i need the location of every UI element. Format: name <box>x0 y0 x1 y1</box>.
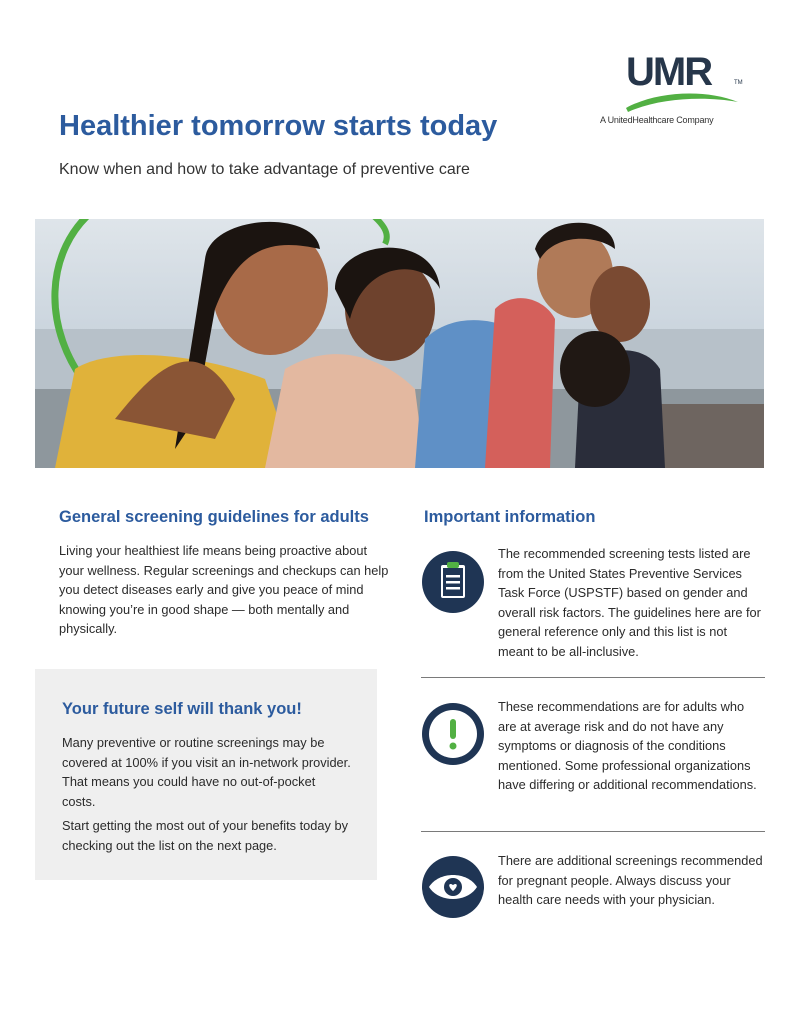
logo-trademark: TM <box>734 80 743 86</box>
screening-guidelines-body: Living your healthiest life means being proactive about your wellness. Regular screenings and checkups can help you detect diseases early and give you peace of mind knowing you’re in good shape — both mentally and physically. <box>59 543 389 637</box>
exclamation-icon <box>421 702 485 766</box>
info-text-1: The recommended screening tests listed are from the United States Preventive Services Task Force (USPSTF) based on gender and overall risk factors. The guidelines here are for general reference only and this list is not meant to be all-inclusive. <box>498 546 761 659</box>
pregnancy-icon <box>421 855 485 919</box>
future-self-callout <box>35 669 377 880</box>
info-text-3: There are additional screenings recommended for pregnant people. Always discuss your health care needs with your physician. <box>498 853 763 908</box>
logo-tagline: A UnitedHealthcare Company <box>600 115 714 125</box>
logo-wordmark: UMR <box>626 50 712 94</box>
hero-illustration <box>35 219 764 468</box>
page-title: Healthier tomorrow starts today <box>59 110 498 142</box>
important-info-heading: Important information <box>424 508 596 526</box>
logo-swoosh-icon <box>624 86 740 112</box>
callout-heading: Your future self will thank you! <box>62 700 302 718</box>
screening-guidelines-heading: General screening guidelines for adults <box>59 508 369 526</box>
hero-photo <box>35 219 764 468</box>
umr-logo <box>598 50 748 130</box>
page-subtitle: Know when and how to take advantage of preventive care <box>59 161 470 178</box>
clipboard-icon <box>421 550 485 614</box>
callout-paragraph-2: Start getting the most out of your benefits today by checking out the list on the next page. <box>62 818 348 853</box>
divider-1 <box>421 677 765 678</box>
divider-2 <box>421 831 765 832</box>
callout-paragraph-1: Many preventive or routine screenings may be covered at 100% if you visit an in-network provider. That means you could have no out-of-pocket costs. <box>62 735 351 809</box>
info-text-2: These recommendations are for adults who are at average risk and do not have any symptoms or diagnosis of the conditions mentioned. Some professional organizations have differing or additional recommendations. <box>498 699 757 793</box>
